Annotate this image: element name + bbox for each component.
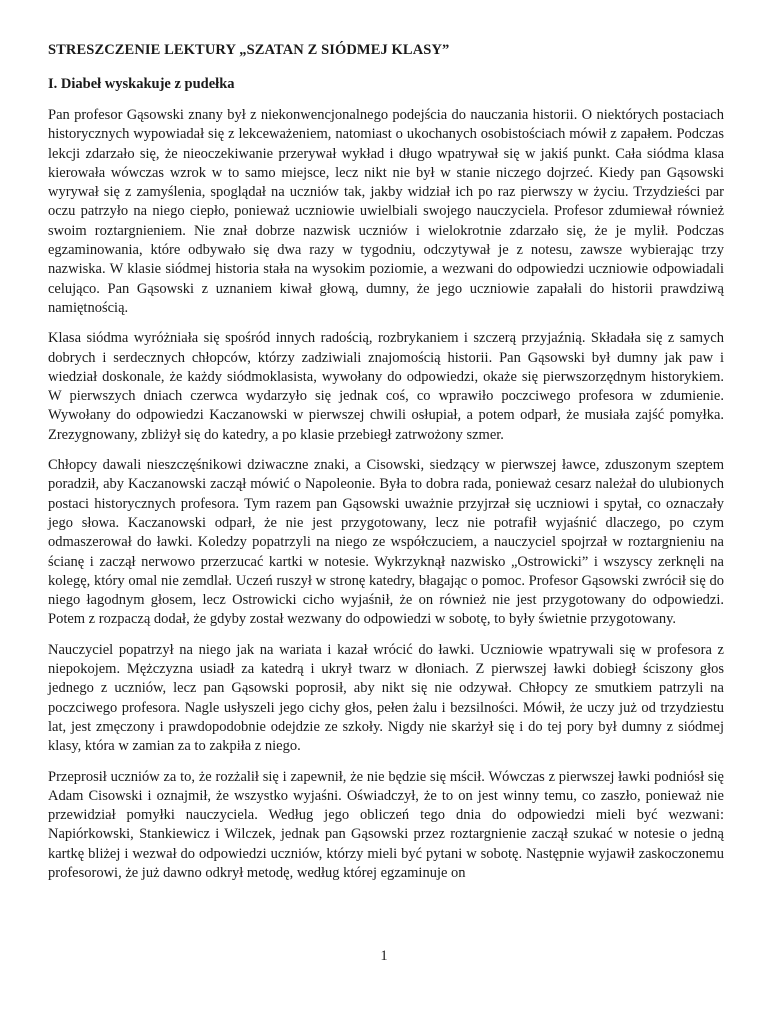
paragraph-1: Pan profesor Gąsowski znany był z niekonwencjonalnego podejścia do nauczania historii. O niektórych postaciach historycznych wypowiadał się z lekceważeniem, natomiast o ukochanych osobistościach mówił z zapałem. Podczas lekcji zdarzało się, że nieoczekiwanie przerywał wykład i długo wpatrywał się w jakiś punkt. Cała siódma klasa kierowała wówczas wzrok w to samo miejsce, lecz nikt nie był w stanie niczego dojrzeć. Kiedy pan Gąsowski wyrywał się z zamyślenia, spoglądał na uczniów tak, jakby widział ich po raz pierwszy w życiu. Trzydzieści par oczu patrzyło na niego ciepło, ponieważ uczniowie uwielbiali swojego nauczyciela. Profesor zdumiewał również swoim roztargnieniem. Nie znał dobrze nazwisk uczniów i wielokrotnie zdarzało się, że je mylił. Podczas egzaminowania, które odbywało się dwa razy w tygodniu, odczytywał je z notesu, zawsze wybierając trzy nazwiska. W klasie siódmej historia stała na wysokim poziomie, a wezwani do odpowiedzi uczniowie odpowiadali celująco. Pan Gąsowski z uznaniem kiwał głową, dumny, że jego uczniowie zapałali do historii prawdziwą namiętnością.: [48, 107, 724, 316]
paragraph-2: Klasa siódma wyróżniała się spośród innych radością, rozbrykaniem i szczerą przyjaźnią. Składała się z samych dobrych i serdecznych chłopców, którzy zadziwiali znajomością historii. Pan Gąsowski był dumny jak paw i wiedział doskonale, że każdy siódmoklasista, wywołany do odpowiedzi, okaże się pierwszorzędnym historykiem. W pierwszych dniach czerwca wydarzyło się jednak coś, co wprawiło poczciwego profesora w zdumienie. Wywołany do odpowiedzi Kaczanowski w pierwszej chwili osłupiał, a potem odparł, że musiała zajść pomyłka. Zrezygnowany, zbliżył się do katedry, a po klasie przebiegł zatrwożony szmer.: [48, 330, 724, 443]
chapter-heading: I. Diabeł wyskakuje z pudełka: [48, 76, 235, 92]
paragraph-5: Przeprosił uczniów za to, że rozżalił się i zapewnił, że nie będzie się mścił. Wówczas z pierwszej ławki podniósł się Adam Cisowski i oznajmił, że wszystko wyjaśni. Oświadczył, że to on jest winny temu, co zaszło, ponieważ nie przewidział pomyłki nauczyciela. Według jego obliczeń tego dnia do odpowiedzi mieli być wezwani: Napiórkowski, Stankiewicz i Wilczek, jednak pan Gąsowski przez roztargnienie zaczął szukać w notesie o jedną kartkę bliżej i wezwał do odpowiedzi uczniów, którzy mieli być pytani w sobotę. Następnie wyjawił zaskoczonemu profesorowi, że już dawno odkrył metodę, według której egzaminuje on: [48, 768, 724, 881]
paragraph-4: Nauczyciel popatrzył na niego jak na wariata i kazał wrócić do ławki. Uczniowie wpatrywali się w profesora z niepokojem. Mężczyzna usiadł za katedrą i ukrył twarz w dłoniach. Z pierwszej ławki dobiegł ściszony głos jednego z uczniów, lecz pan Gąsowski poprosił, aby nikt się nie odzywał. Chłopcy ze smutkiem patrzyli na poczciwego profesora. Nagle usłyszeli jego cichy głos, pełen żalu i bezsilności. Mówił, że uczy już od trzydziestu lat, jest zmęczony i prawdopodobnie odejdzie ze szkoły. Nigdy nie skarżył się i do tej pory był dumny z siódmej klasy, która w zamian za to zakpiła z niego.: [48, 641, 724, 755]
paragraph-3: Chłopcy dawali nieszczęśnikowi dziwaczne znaki, a Cisowski, siedzący w pierwszej ławce, zduszonym szeptem poradził, aby Kaczanowski zaczął mówić o Napoleonie. Była to dobra rada, ponieważ cesarz należał do ulubionych postaci historycznych profesora. Tym razem pan Gąsowski uważnie przyjrzał się uczniowi i spytał, co oznaczały jego słowa. Kaczanowski odparł, że nie jest przygotowany, lecz nie potrafił wyjaśnić dlaczego, po czym odmaszerował do ławki. Koledzy popatrzyli na niego ze współczuciem, a nauczyciel spojrzał w roztargnieniu na ścianę i zaczął nerwowo przerzucać kartki w notesie. Wykrzyknął nazwisko „Ostrowicki” i wszyscy zerknęli na kolegę, który omal nie zemdlał. Uczeń ruszył w stronę katedry, błagając o pomoc. Profesor Gąsowski zwrócił się do niego łagodnym głosem, lecz Ostrowicki cicho wyjaśnił, że on również nie jest przygotowany do odpowiedzi. Potem z rozpaczą dodał, że gdyby został wezwany do odpowiedzi w sobotę, to były świetnie przygotowany.: [48, 457, 724, 628]
document-page: [48, 40, 724, 894]
document-title: STRESZCZENIE LEKTURY „SZATAN Z SIÓDMEJ KLASY”: [48, 42, 450, 58]
page-number: 1: [380, 948, 388, 964]
